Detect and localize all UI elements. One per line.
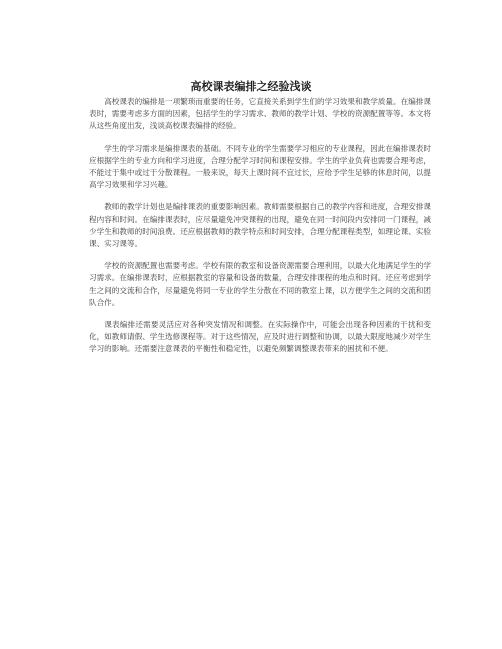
paragraph-school-resources: 学校的资源配置也需要考虑。学校有限的教室和设备资源需要合理利用，以最大化地满足学生的学习需求。在编排课表时，应根据教室的容量和设备的数量，合理安排课程的地点和时间。还应考虑到学生之间的交流和合作，尽量避免将同一专业的学生分散在不同的教室上课，以方便学生之间的交流和团队合作。	[89, 261, 431, 307]
paragraph-teacher-plans: 教师的教学计划也是编排课表的重要影响因素。教师需要根据自己的教学内容和进度，合理安排课程内容和时间。在编排课表时，应尽量避免冲突课程的出现，避免在同一时间段内安排同一门课程，减少学生和教师的时间浪费。还应根据教师的教学特点和时间安排，合理分配课程类型，如理论课、实验课、实习课等。	[89, 202, 431, 249]
paragraph-flexibility: 课表编排还需要灵活应对各种突发情况和调整。在实际操作中，可能会出现各种因素的干扰和变化，如教师请假、学生选修课程等。对于这些情况，应及时进行调整和协调，以最大限度地减少对学生学习的影响。还需要注意课表的平衡性和稳定性，以避免频繁调整课表带来的困扰和不便。	[89, 320, 431, 354]
document-body	[89, 96, 431, 366]
document-title: 高校课表编排之经验浅谈	[190, 80, 312, 93]
paragraph-intro: 高校课表的编排是一项繁琐而重要的任务，它直接关系到学生们的学习效果和教学质量。在编排课表时，需要考虑多方面的因素，包括学生的学习需求、教师的教学计划、学校的资源配置等等。本文将从这些角度出发，浅谈高校课表编排的经验。	[89, 97, 431, 131]
paragraph-student-needs: 学生的学习需求是编排课表的基础。不同专业的学生需要学习相应的专业课程，因此在编排课表时应根据学生的专业方向和学习进度，合理分配学习时间和课程安排。学生的学业负荷也需要合理考虑，不能过于集中或过于分散课程。一般来说，每天上课时间不宜过长，应给予学生足够的休息时间，以提高学习效果和学习兴趣。	[89, 143, 431, 190]
